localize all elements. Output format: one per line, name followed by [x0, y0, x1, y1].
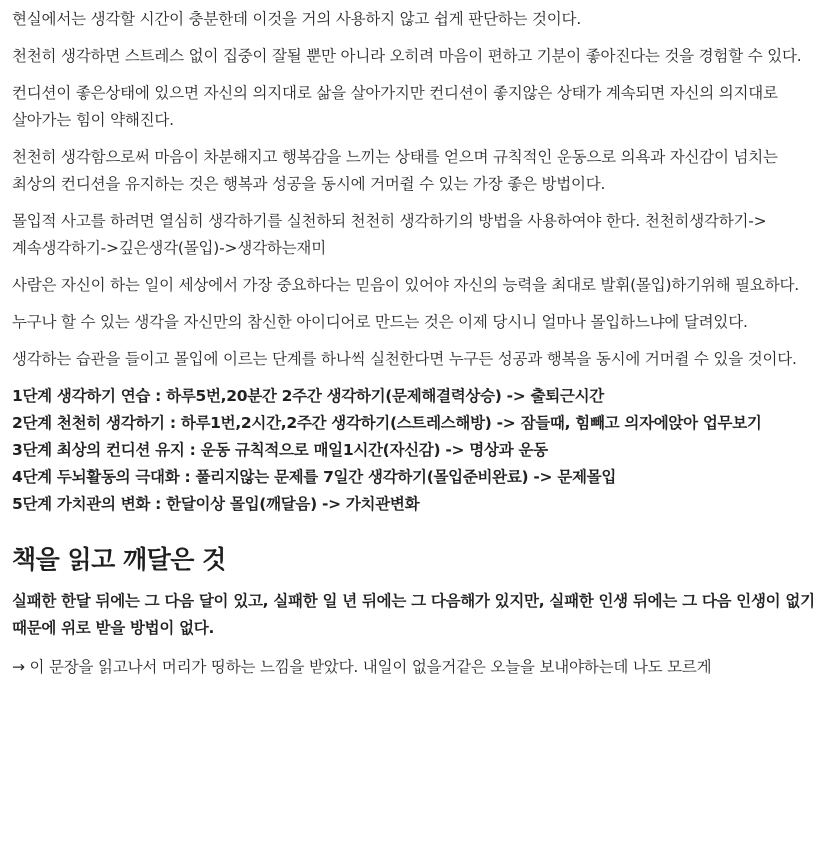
paragraph: 누구나 할 수 있는 생각을 자신만의 참신한 아이디어로 만드는 것은 이제 당시니 얼마나 몰입하느냐에 달려있다.	[12, 313, 748, 331]
step-item: 1단계 생각하기 연습 : 하루5번,20분간 2주간 생각하기(문제해결력상승) -> 출퇴근시간	[12, 387, 604, 405]
step-item: 3단계 최상의 컨디션 유지 : 운동 규칙적으로 매일1시간(자신감) -> 명상과 운동	[12, 441, 548, 459]
paragraph: 현실에서는 생각할 시간이 충분한데 이것을 거의 사용하지 않고 쉽게 판단하는 것이다.	[12, 10, 582, 28]
step-item: 5단계 가치관의 변화 : 한달이상 몰입(깨달음) -> 가치관변화	[12, 495, 420, 513]
paragraph: 컨디션이 좋은상태에 있으면 자신의 의지대로 삶을 살아가지만 컨디션이 좋지않은 상태가 계속되면 자신의 의지대로 살아가는 힘이 약해진다.	[12, 84, 778, 129]
steps-list	[12, 383, 818, 518]
step-item: 4단계 두뇌활동의 극대화 : 풀리지않는 문제를 7일간 생각하기(몰입준비완료) -> 문제몰입	[12, 468, 617, 486]
paragraph: 천천히 생각하면 스트레스 없이 집중이 잘될 뿐만 아니라 오히려 마음이 편하고 기분이 좋아진다는 것을 경험할 수 있다.	[12, 47, 802, 65]
reflection-paragraph: → 이 문장을 읽고나서 머리가 띵하는 느낌을 받았다. 내일이 없을거같은 오늘을 보내야하는데 나도 모르게	[12, 658, 712, 676]
paragraph: 생각하는 습관을 들이고 몰입에 이르는 단계를 하나씩 실천한다면 누구든 성공과 행복을 동시에 거머쥘 수 있을 것이다.	[12, 350, 797, 368]
section-heading: 책을 읽고 깨달은 것	[12, 545, 226, 574]
paragraph: 천천히 생각함으로써 마음이 차분해지고 행복감을 느끼는 상태를 얻으며 규칙적인 운동으로 의욕과 자신감이 넘치는 최상의 컨디션을 유지하는 것은 행복과 성공을 동시에 거머쥘 수 있는 가장 좋은 방법이다.	[12, 148, 778, 193]
step-item: 2단계 천천히 생각하기 : 하루1번,2시간,2주간 생각하기(스트레스해방) -> 잠들때, 힘빼고 의자에앉아 업무보기	[12, 414, 762, 432]
paragraph: 사람은 자신이 하는 일이 세상에서 가장 중요하다는 믿음이 있어야 자신의 능력을 최대로 발휘(몰입)하기위해 필요하다.	[12, 276, 799, 294]
document-body	[12, 6, 818, 691]
paragraph: 몰입적 사고를 하려면 열심히 생각하기를 실천하되 천천히 생각하기의 방법을 사용하여야 한다. 천천히생각하기->계속생각하기->깊은생각(몰입)->생각하는재미	[12, 212, 767, 257]
highlight-paragraph: 실패한 한달 뒤에는 그 다음 달이 있고, 실패한 일 년 뒤에는 그 다음해가 있지만, 실패한 인생 뒤에는 그 다음 인생이 없기 때문에 위로 받을 방법이 없다.	[12, 592, 815, 637]
